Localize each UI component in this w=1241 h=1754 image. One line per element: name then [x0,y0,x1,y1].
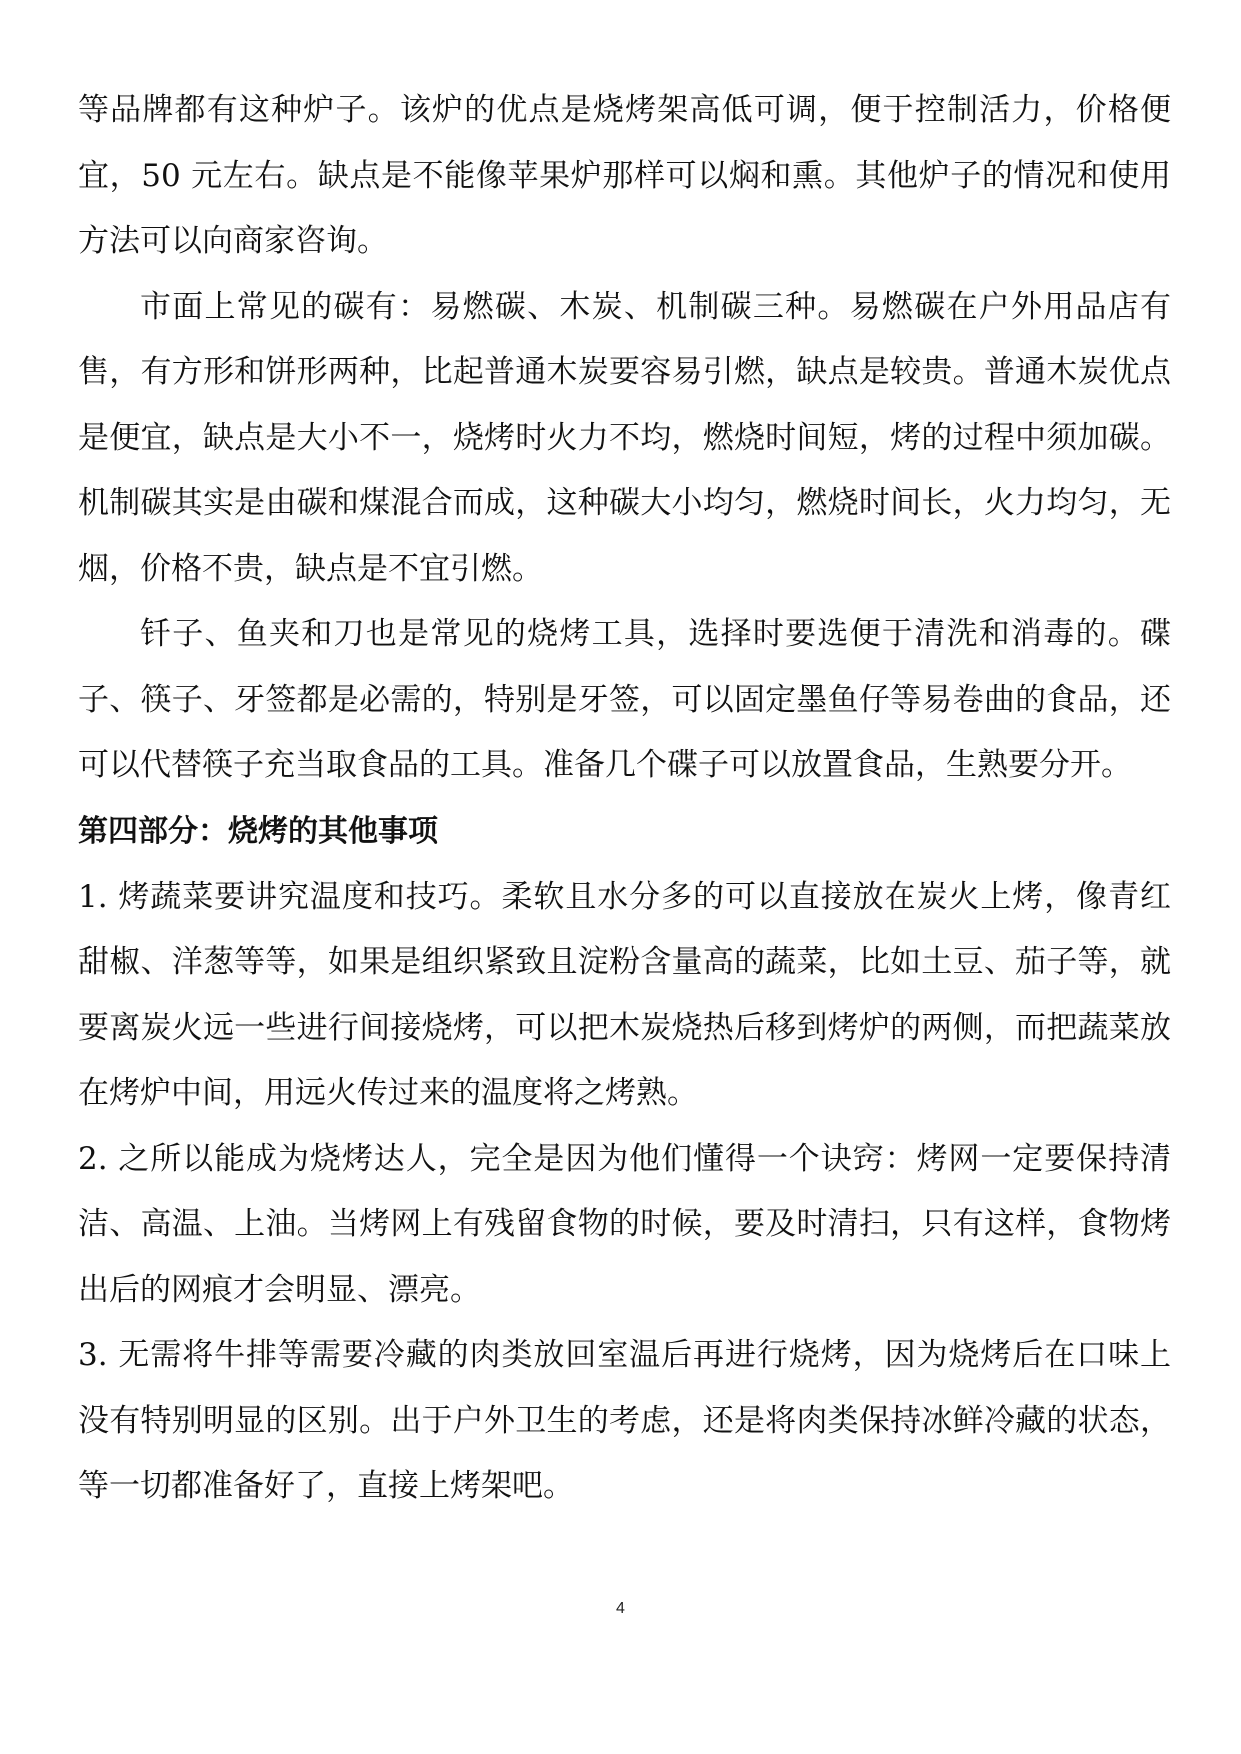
document-page [78,78,1171,1520]
paragraph-bbq-tools: 钎子、鱼夹和刀也是常见的烧烤工具，选择时要选便于清洗和消毒的。碟子、筷子、牙签都是必需的，特别是牙签，可以固定墨鱼仔等易卷曲的食品，还可以代替筷子充当取食品的工具。准备几个碟子可以放置食品，生熟要分开。 [78,616,1171,783]
list-item-grill-care: 2. 之所以能成为烧烤达人，完全是因为他们懂得一个诀窍：烤网一定要保持清洁、高温、上油。当烤网上有残留食物的时候，要及时清扫，只有这样，食物烤出后的网痕才会明显、漂亮。 [78,1140,1171,1308]
section-heading: 第四部分：烧烤的其他事项 [78,813,438,849]
page-number: 4 [616,1600,625,1617]
list-item-vegetables: 1. 烤蔬菜要讲究温度和技巧。柔软且水分多的可以直接放在炭火上烤，像青红甜椒、洋葱等等，如果是组织紧致且淀粉含量高的蔬菜，比如土豆、茄子等，就要离炭火远一些进行间接烧烤，可以把木炭烧热后移到烤炉的两侧，而把蔬菜放在烤炉中间，用远火传过来的温度将之烤熟。 [78,878,1171,1111]
paragraph-stove-notes: 等品牌都有这种炉子。该炉的优点是烧烤架高低可调，便于控制活力，价格便宜，50 元左右。缺点是不能像苹果炉那样可以焖和熏。其他炉子的情况和使用方法可以向商家咨询。 [78,92,1171,259]
paragraph-charcoal-types: 市面上常见的碳有：易燃碳、木炭、机制碳三种。易燃碳在户外用品店有售，有方形和饼形两种，比起普通木炭要容易引燃，缺点是较贵。普通木炭优点是便宜，缺点是大小不一，烧烤时火力不均，燃烧时间短，烤的过程中须加碳。机制碳其实是由碳和煤混合而成，这种碳大小均匀，燃烧时间长，火力均匀，无烟，价格不贵，缺点是不宜引燃。 [78,288,1171,587]
list-item-meat-storage: 3. 无需将牛排等需要冷藏的肉类放回室温后再进行烧烤，因为烧烤后在口味上没有特别明显的区别。出于户外卫生的考虑，还是将肉类保持冰鲜冷藏的状态，等一切都准备好了，直接上烤架吧。 [78,1337,1171,1504]
